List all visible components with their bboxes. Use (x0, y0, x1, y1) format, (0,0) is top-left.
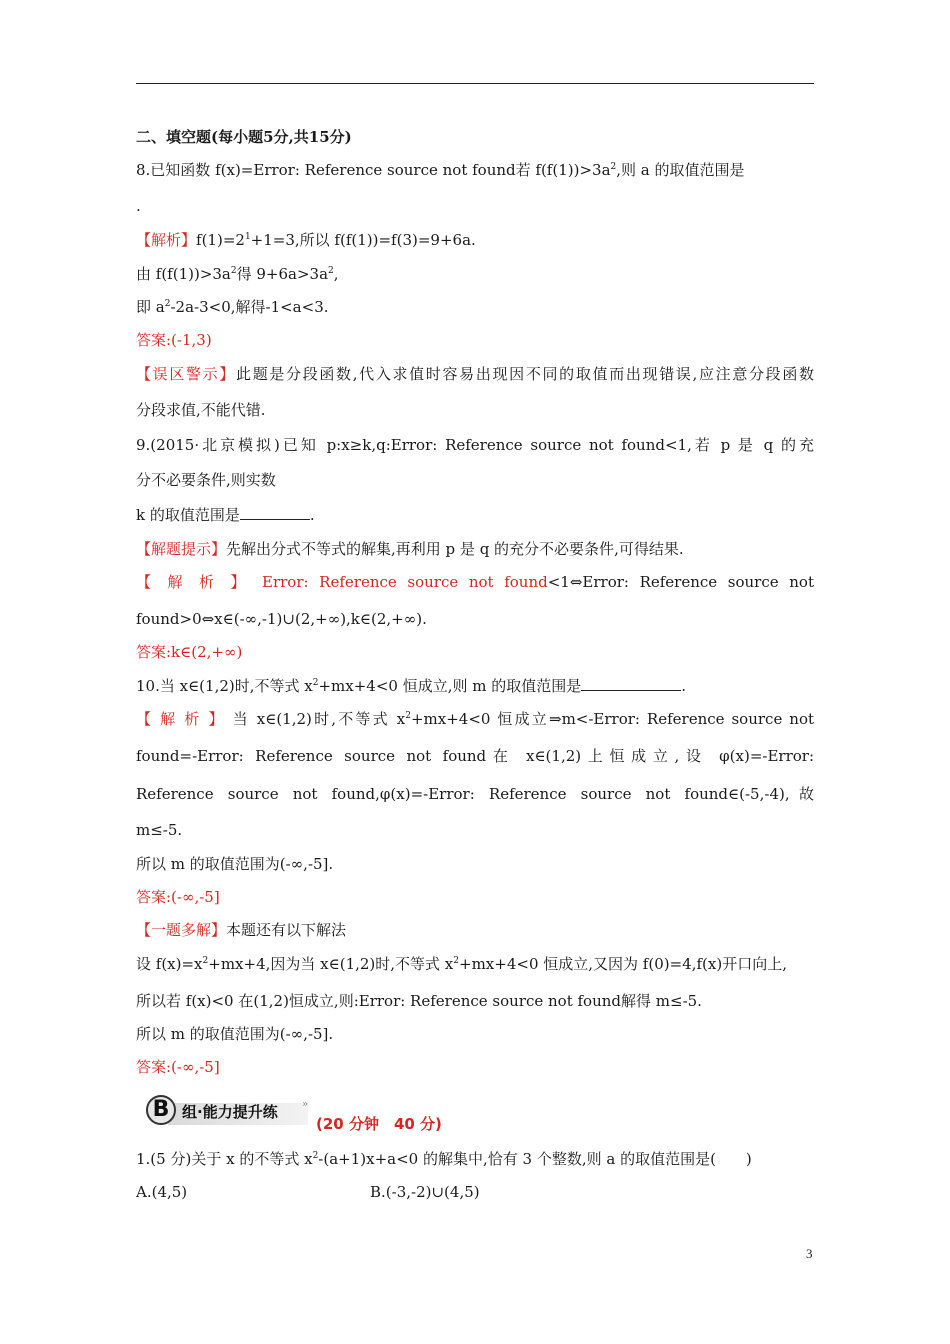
analysis-tag: 【解析】 (136, 231, 197, 249)
q9-stem-2: 分不必要条件,则实数 (136, 471, 276, 489)
answer-blank (581, 676, 681, 691)
double-arrow-icon: » (302, 1099, 309, 1110)
q10-analysis-4: m≤-5. (136, 821, 183, 839)
q10-analysis-2: found=-Error: Reference source not found在 x∈(1,2)上恒成立,设 φ(x)=-Error: (136, 747, 814, 765)
q8-stem: 8.已知函数 f(x)=Error: Reference source not found若 $f(f(1))>3a^2$,则 a 的取值范围是 (136, 161, 745, 179)
b-badge-icon: B (146, 1095, 176, 1125)
analysis-tag: 【 解 析 】 (136, 573, 252, 591)
q8-answer: 答案:(-1,3) (136, 331, 212, 349)
analysis-tag: 【 解 析 】 (136, 710, 226, 728)
b1-options (136, 1182, 814, 1202)
q10-answer-2: 答案:(-∞,-5] (136, 1058, 220, 1076)
q9-analysis-2: found>0⇔x∈(-∞,-1)∪(2,+∞),k∈(2,+∞). (136, 610, 427, 628)
b1-stem: 1.(5 分)关于 x 的不等式 $x^2-(a+1)x+a<0$ 的解集中,恰有 3 个整数,则 a 的取值范围是( ) (136, 1150, 752, 1168)
q10-alt-2: 所以若 f(x)<0 在(1,2)恒成立,则:Error: Reference source not found解得 m≤-5. (136, 992, 702, 1010)
q8-warning: 【误区警示】此题是分段函数,代入求值时容易出现因不同的取值而出现错误,应注意分段函数 (136, 365, 814, 383)
q9-hint: 【解题提示】先解出分式不等式的解集,再利用 p 是 q 的充分不必要条件,可得结果. (136, 540, 684, 558)
page-number: 3 (806, 1246, 813, 1261)
answer-blank (240, 505, 310, 520)
q8-step2: 由 $f(f(1))>3a^2$得 $9+6a>3a^2$, (136, 265, 339, 283)
q10-alt-3: 所以 m 的取值范围为(-∞,-5]. (136, 1025, 334, 1043)
q9-stem-3: k 的取值范围是 . (136, 506, 315, 524)
q9-answer: 答案:k∈(2,+∞) (136, 643, 243, 661)
group-title: 组·能力提升练 (182, 1103, 278, 1121)
q8-analysis: 【解析】$f(1)=2^1+1=3$,所以 f(f(1))=f(3)=9+6a. (136, 231, 476, 249)
option-b: B.(-3,-2)∪(4,5) (370, 1183, 480, 1201)
q9-stem: 9.(2015·北京模拟)已知 p:x≥k,q:Error: Reference source not found<1,若 p 是 q 的充 (136, 436, 814, 454)
q9-analysis: 【 解 析 】 Error: Reference source not found<1⇔Error: Reference source not (136, 573, 814, 591)
warning-tag: 【误区警示】 (136, 365, 237, 383)
option-a: A.(4,5) (136, 1183, 188, 1201)
q10-stem: 10.当 x∈(1,2)时,不等式 $x^2+mx+4<0$ 恒成立,则 m 的取值范围是 . (136, 677, 687, 695)
q10-analysis-3: Reference source not found,φ(x)=-Error: Reference source not found∈(-5,-4),故 (136, 785, 814, 803)
header-rule (136, 83, 814, 84)
q8-stem-end: . (136, 197, 141, 215)
section-heading: 二、填空题(每小题5分,共15分) (136, 128, 352, 146)
group-time: (20 分钟 40 分) (316, 1115, 442, 1133)
multi-solution-tag: 【一题多解】 (136, 921, 227, 939)
hint-tag: 【解题提示】 (136, 540, 227, 558)
q8-step3: 即 $a^2-2a-3<0$,解得-1<a<3. (136, 298, 329, 316)
q8-warning-cont: 分段求值,不能代错. (136, 401, 266, 419)
q10-analysis-5: 所以 m 的取值范围为(-∞,-5]. (136, 855, 334, 873)
q10-analysis: 【 解 析 】 当 x∈(1,2)时,不等式 $x^2+mx+4<0$ 恒成立⇒m<-Error: Reference source not (136, 710, 814, 728)
q10-alt-1: 设 $f(x)=x^2+mx+4$,因为当 x∈(1,2)时,不等式 $x^2+mx+4<0$ 恒成立,又因为 f(0)=4,f(x)开口向上, (136, 955, 787, 973)
group-b-banner (146, 1095, 316, 1129)
q10-multi: 【一题多解】本题还有以下解法 (136, 921, 347, 939)
q10-answer: 答案:(-∞,-5] (136, 888, 220, 906)
